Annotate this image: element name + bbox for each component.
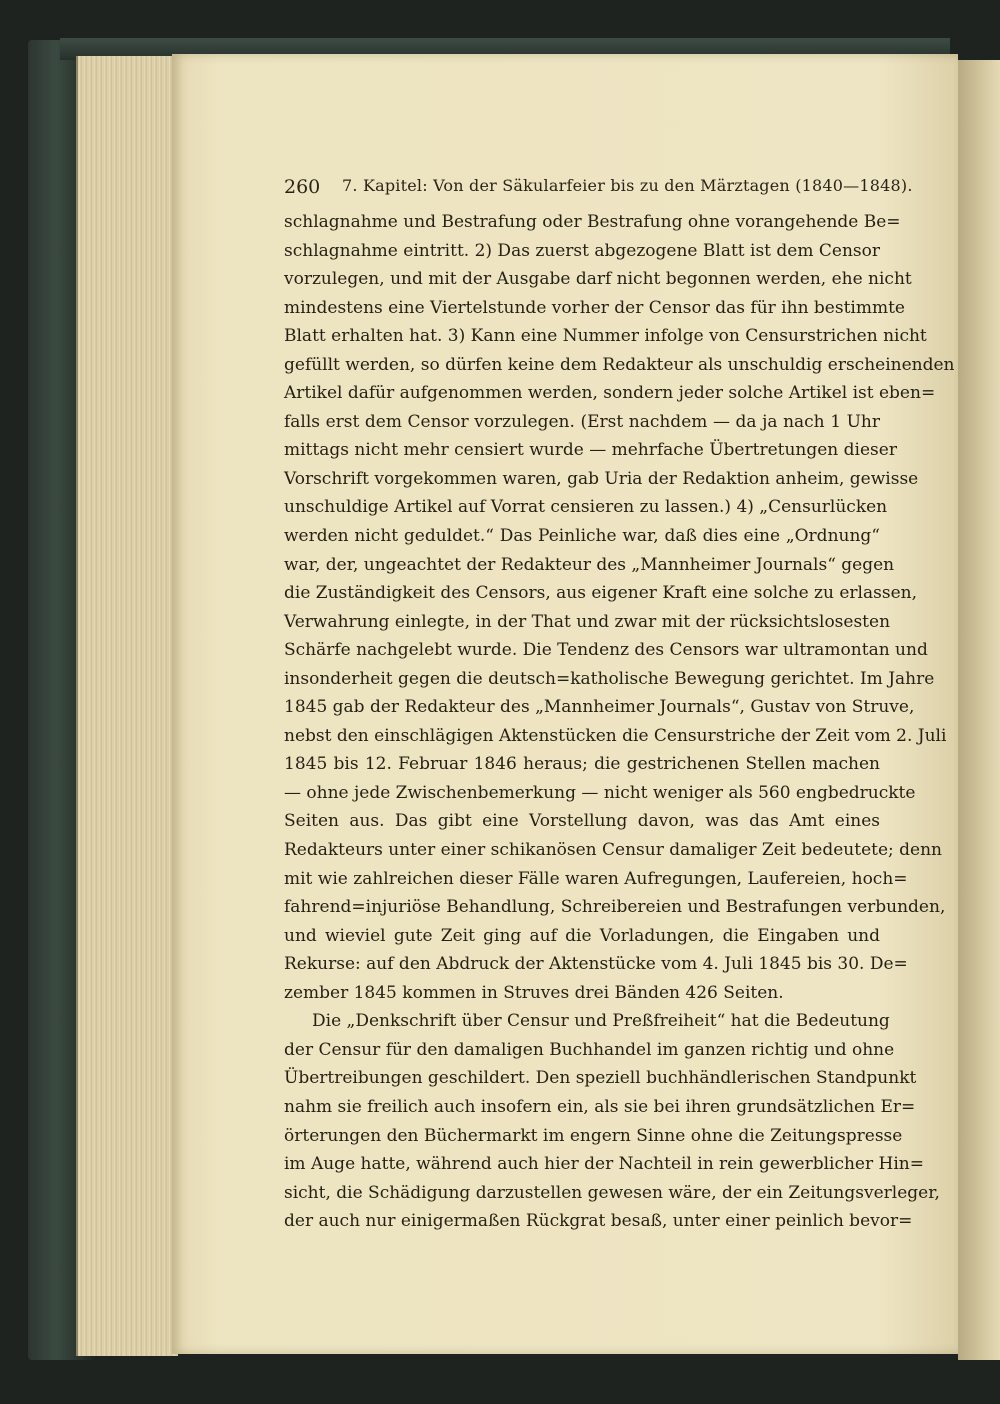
text-line: werden nicht geduldet.“ Das Peinliche war, daß dies eine „Ordnung“ — [284, 526, 880, 547]
text-line: mit wie zahlreichen dieser Fälle waren Aufregungen, Laufereien, hoch= — [284, 868, 908, 889]
text-line: der auch nur einigermaßen Rückgrat besaß, unter einer peinlich bevor= — [284, 1211, 913, 1232]
page-number: 260 — [284, 176, 321, 198]
text-line: die Zuständigkeit des Censors, aus eigener Kraft eine solche zu erlassen, — [284, 583, 917, 604]
text-line: 1845 bis 12. Februar 1846 heraus; die gestrichenen Stellen machen — [284, 754, 880, 775]
text-line: Übertreibungen geschildert. Den speziell buchhändlerischen Standpunkt — [284, 1068, 917, 1089]
page-header — [284, 172, 913, 202]
page-edges — [76, 56, 178, 1356]
text-line: schlagnahme eintritt. 2) Das zuerst abgezogene Blatt ist dem Censor — [284, 240, 880, 261]
text-line: Verwahrung einlegte, in der That und zwar mit der rücksichtslosesten — [284, 611, 891, 632]
body-text — [284, 208, 955, 1236]
text-line: nebst den einschlägigen Aktenstücken die Censurstriche der Zeit vom 2. Juli — [284, 725, 947, 746]
text-line: der Censur für den damaligen Buchhandel im ganzen richtig und ohne — [284, 1039, 895, 1060]
text-line: mindestens eine Viertelstunde vorher der Censor das für ihn bestimmte — [284, 297, 905, 318]
text-line: war, der, ungeachtet der Redakteur des „Mannheimer Journals“ gegen — [284, 554, 895, 575]
text-line: — ohne jede Zwischenbemerkung — nicht weniger als 560 engbedruckte — [284, 782, 916, 803]
text-line: Vorschrift vorgekommen waren, gab Uria der Redaktion anheim, gewisse — [284, 468, 919, 489]
text-line: vorzulegen, und mit der Ausgabe darf nicht begonnen werden, ehe nicht — [284, 269, 912, 290]
text-line: Blatt erhalten hat. 3) Kann eine Nummer infolge von Censurstrichen nicht — [284, 326, 927, 347]
text-line: Rekurse: auf den Abdruck der Aktenstücke vom 4. Juli 1845 bis 30. De= — [284, 954, 908, 975]
text-line: insonderheit gegen die deutsch=katholische Bewegung gerichtet. Im Jahre — [284, 668, 935, 689]
text-line: unschuldige Artikel auf Vorrat censieren zu lassen.) 4) „Censurlücken — [284, 497, 888, 518]
text-line: fahrend=injuriöse Behandlung, Schreibereien und Bestrafungen verbunden, — [284, 897, 946, 918]
text-line: Seiten aus. Das gibt eine Vorstellung davon, was das Amt eines — [284, 811, 880, 832]
text-line: Die „Denkschrift über Censur und Preßfreiheit“ hat die Bedeutung — [312, 1011, 890, 1032]
running-head: 7. Kapitel: Von der Säkularfeier bis zu den Märztagen (1840—1848). — [342, 176, 913, 195]
text-line: nahm sie freilich auch insofern ein, als sie bei ihren grundsätzlichen Er= — [284, 1096, 916, 1117]
text-line: sicht, die Schädigung darzustellen gewesen wäre, der ein Zeitungsverleger, — [284, 1182, 940, 1203]
text-line: zember 1845 kommen in Struves drei Bänden 426 Seiten. — [284, 982, 784, 1003]
text-line: gefüllt werden, so dürfen keine dem Redakteur als unschuldig erscheinenden — [284, 354, 955, 375]
text-line: falls erst dem Censor vorzulegen. (Erst nachdem — da ja nach 1 Uhr — [284, 411, 880, 432]
text-line: mittags nicht mehr censiert wurde — mehrfache Übertretungen dieser — [284, 440, 897, 461]
facing-page-edge — [958, 60, 1000, 1360]
text-line: Schärfe nachgelebt wurde. Die Tendenz des Censors war ultramontan und — [284, 640, 928, 661]
text-line: schlagnahme und Bestrafung oder Bestrafung ohne vorangehende Be= — [284, 212, 901, 232]
text-line: Artikel dafür aufgenommen werden, sondern jeder solche Artikel ist eben= — [284, 383, 936, 404]
text-line: 1845 gab der Redakteur des „Mannheimer Journals“, Gustav von Struve, — [284, 697, 915, 718]
text-line: Redakteurs unter einer schikanösen Censur damaliger Zeit bedeutete; denn — [284, 840, 942, 861]
text-line: und wieviel gute Zeit ging auf die Vorladungen, die Eingaben und — [284, 925, 880, 946]
paragraph-1 — [284, 208, 955, 1007]
text-line: örterungen den Büchermarkt im engern Sinne ohne die Zeitungspresse — [284, 1125, 903, 1146]
text-line: im Auge hatte, während auch hier der Nachteil in rein gewerblicher Hin= — [284, 1154, 924, 1175]
paragraph-2 — [284, 1007, 940, 1235]
